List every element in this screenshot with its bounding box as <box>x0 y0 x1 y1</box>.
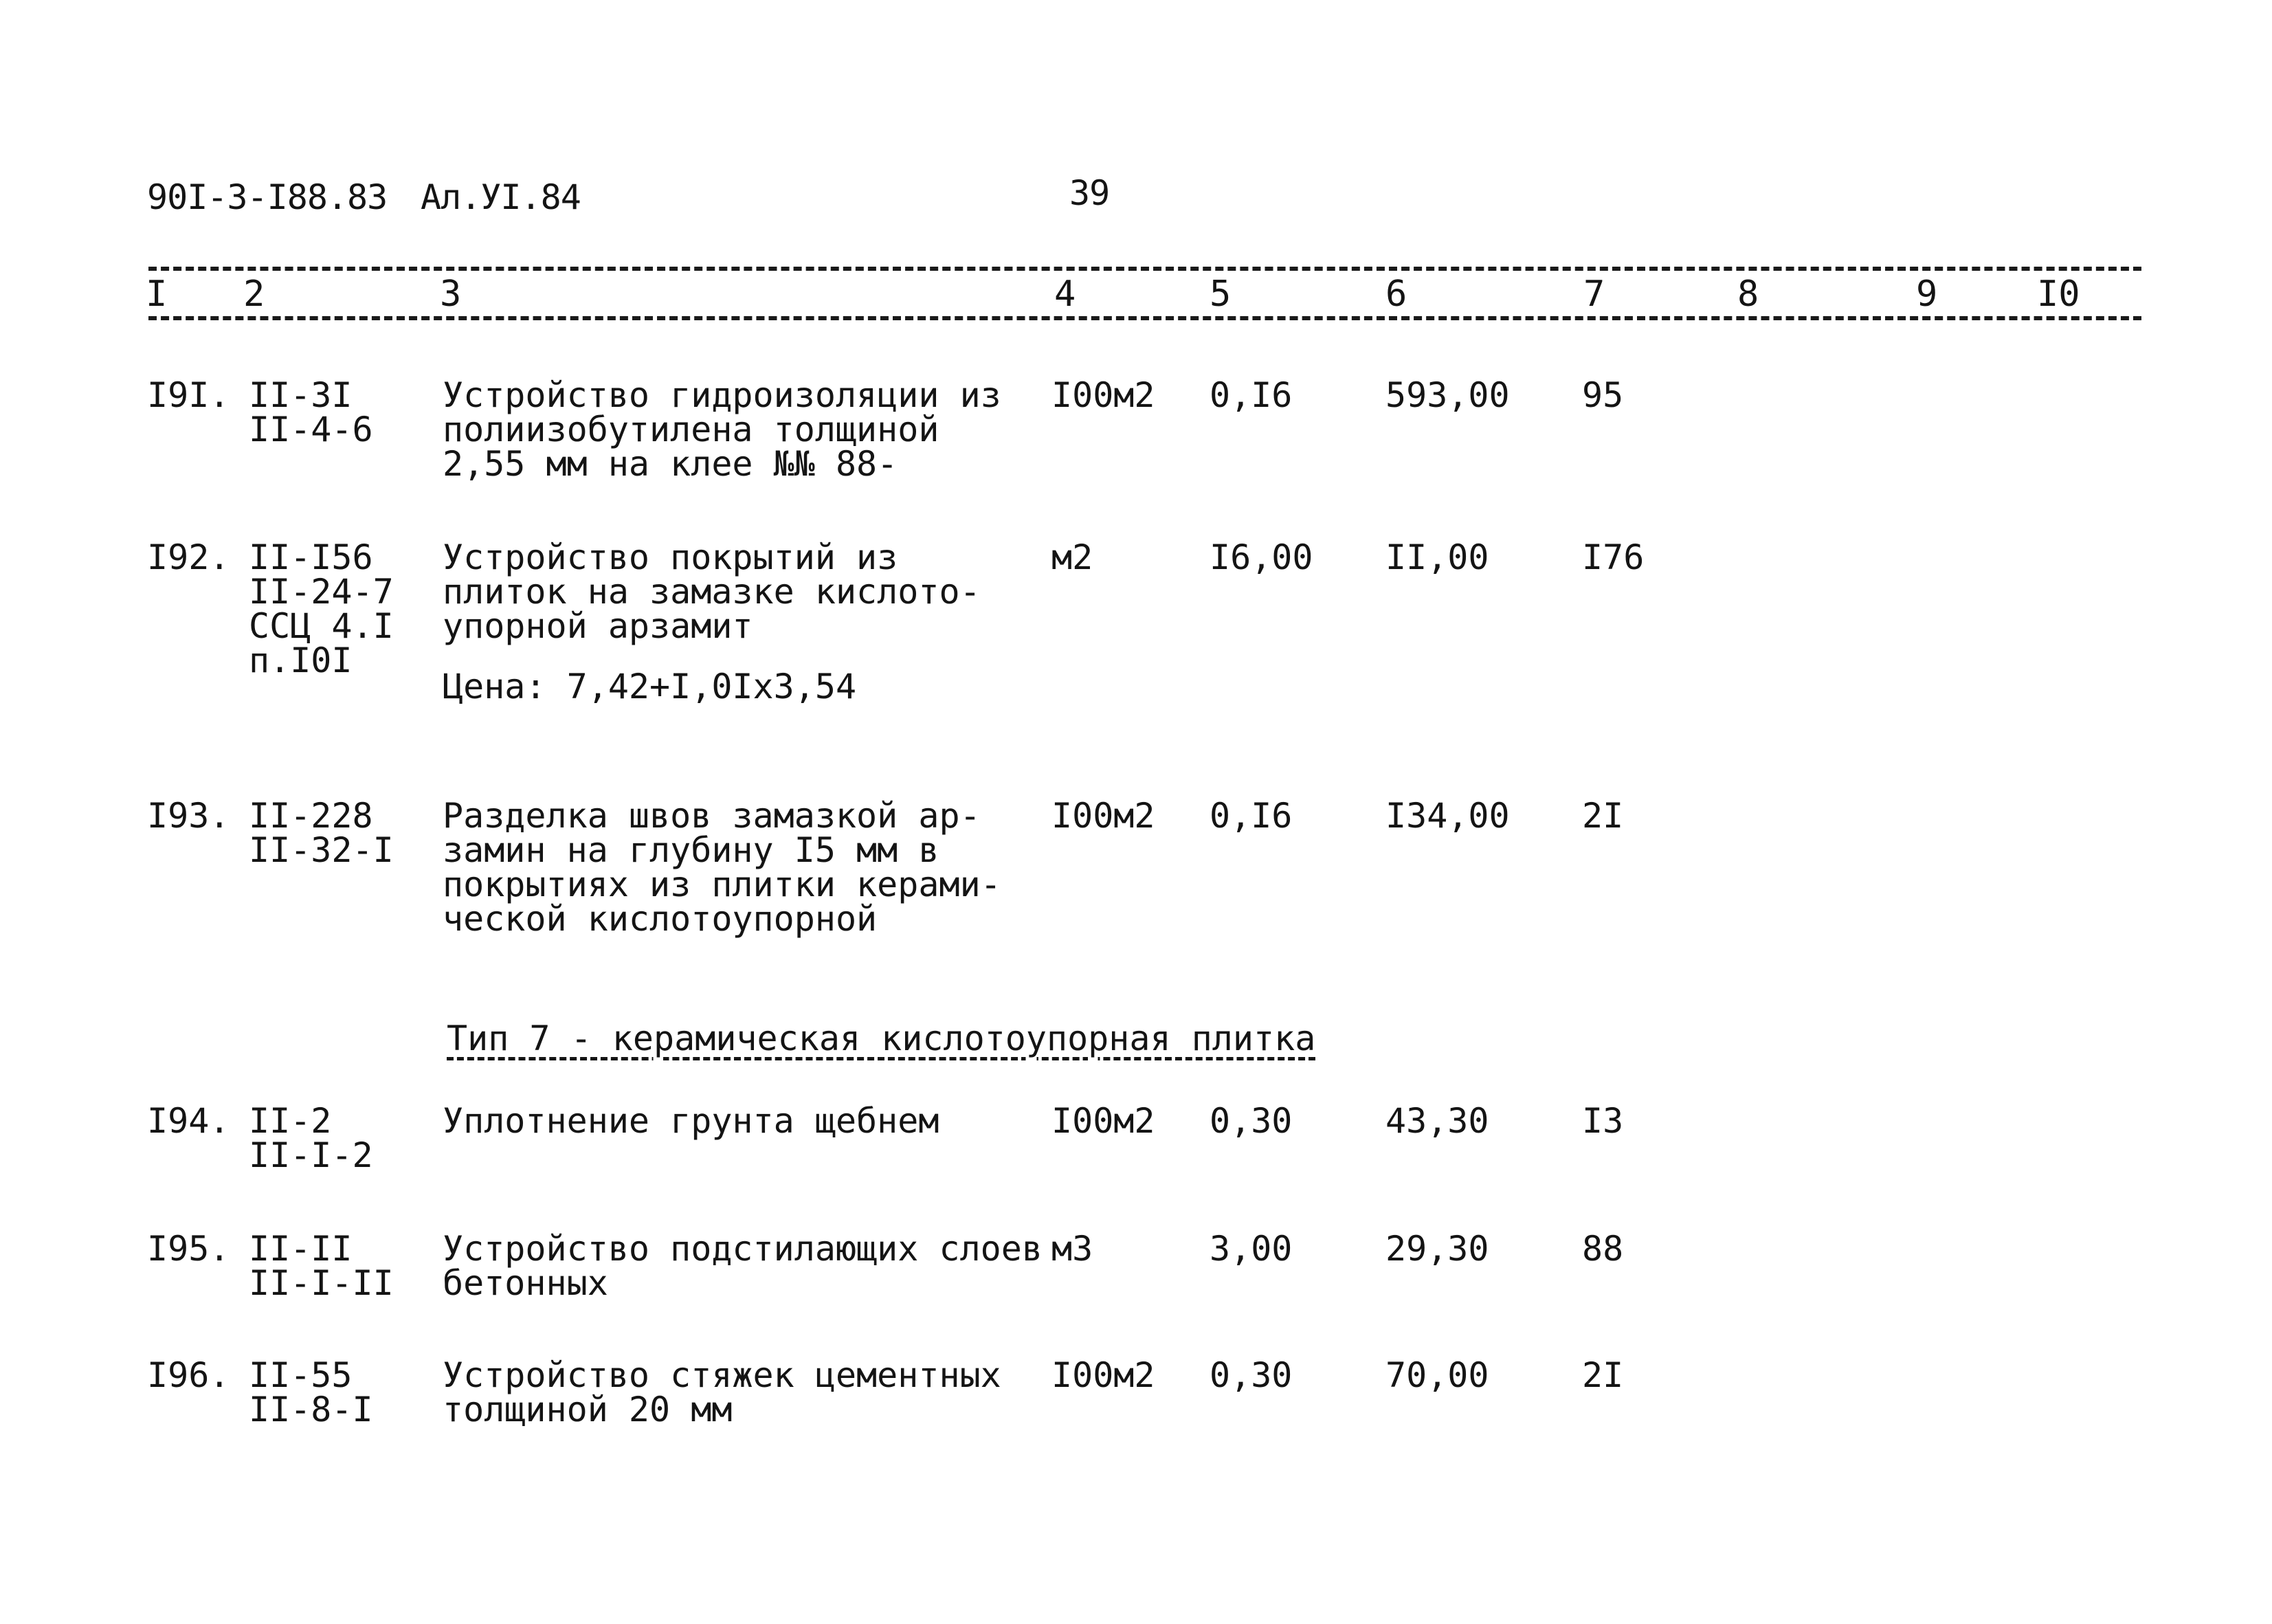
price-note: Цена: 7,42+I,0Iх3,54 <box>443 667 857 707</box>
column-number-2: 2 <box>243 274 265 315</box>
header-rule-top <box>148 267 2141 271</box>
row-price: I34,00 <box>1385 796 1510 836</box>
row-codes: II-228 II-32-I <box>249 796 394 870</box>
row-unit: м2 <box>1051 537 1093 577</box>
row-description: Разделка швов замазкой ар- замин на глубину I5 мм в покрытиях из плитки керами- ческой кислотоупорной <box>443 796 1001 939</box>
row-number: I92. <box>147 537 230 577</box>
row-number: I93. <box>147 796 230 836</box>
row-unit: м3 <box>1051 1229 1093 1269</box>
column-number-1: I <box>146 274 168 315</box>
row-number: I9I. <box>147 375 230 415</box>
row-total: 2I <box>1582 796 1624 836</box>
row-description: Устройство покрытий из плиток на замазке кислото- упорной арзамит <box>443 537 981 646</box>
row-price: 593,00 <box>1385 375 1510 415</box>
row-price: 29,30 <box>1385 1229 1489 1269</box>
album-code: Ал.УI.84 <box>421 177 581 217</box>
column-number-5: 5 <box>1210 274 1232 315</box>
row-codes: II-55 II-8-I <box>249 1355 373 1430</box>
column-number-8: 8 <box>1737 274 1759 315</box>
row-quantity: I6,00 <box>1210 537 1313 577</box>
row-price: 70,00 <box>1385 1355 1489 1395</box>
row-codes: II-2 II-I-2 <box>249 1101 373 1175</box>
row-quantity: 0,I6 <box>1210 796 1293 836</box>
section-title: Тип 7 - керамическая кислотоупорная плитка <box>447 1019 1316 1058</box>
row-codes: II-3I II-4-6 <box>249 375 373 449</box>
header-rule-bottom <box>148 316 2141 320</box>
column-number-3: 3 <box>440 274 462 315</box>
row-unit: I00м2 <box>1051 1355 1155 1395</box>
column-number-7: 7 <box>1583 274 1605 315</box>
row-total: I76 <box>1582 537 1645 577</box>
row-total: 95 <box>1582 375 1624 415</box>
row-total: 88 <box>1582 1229 1624 1269</box>
row-quantity: 3,00 <box>1210 1229 1293 1269</box>
column-number-6: 6 <box>1385 274 1407 315</box>
row-number: I96. <box>147 1355 230 1395</box>
row-codes: II-I56 II-24-7 ССЦ 4.I п.I0I <box>249 537 394 680</box>
row-unit: I00м2 <box>1051 1101 1155 1141</box>
column-number-9: 9 <box>1916 274 1938 315</box>
row-quantity: 0,I6 <box>1210 375 1293 415</box>
row-description: Устройство подстилающих слоев бетонных <box>443 1229 1043 1303</box>
row-number: I95. <box>147 1229 230 1269</box>
row-total: I3 <box>1582 1101 1624 1141</box>
column-number-4: 4 <box>1054 274 1076 315</box>
document-code: 90I-3-I88.83 <box>147 177 388 217</box>
row-description: Уплотнение грунта щебнем <box>443 1101 939 1141</box>
row-unit: I00м2 <box>1051 796 1155 836</box>
row-price: II,00 <box>1385 537 1489 577</box>
column-number-10: I0 <box>2037 274 2080 315</box>
row-quantity: 0,30 <box>1210 1101 1293 1141</box>
row-number: I94. <box>147 1101 230 1141</box>
row-description: Устройство гидроизоляции из полиизобутилена толщиной 2,55 мм на клее №№ 88- <box>443 375 1001 484</box>
row-total: 2I <box>1582 1355 1624 1395</box>
page-number: 39 <box>1069 173 1110 213</box>
row-description: Устройство стяжек цементных толщиной 20 мм <box>443 1355 1001 1430</box>
row-codes: II-II II-I-II <box>249 1229 394 1303</box>
row-unit: I00м2 <box>1051 375 1155 415</box>
row-quantity: 0,30 <box>1210 1355 1293 1395</box>
row-price: 43,30 <box>1385 1101 1489 1141</box>
